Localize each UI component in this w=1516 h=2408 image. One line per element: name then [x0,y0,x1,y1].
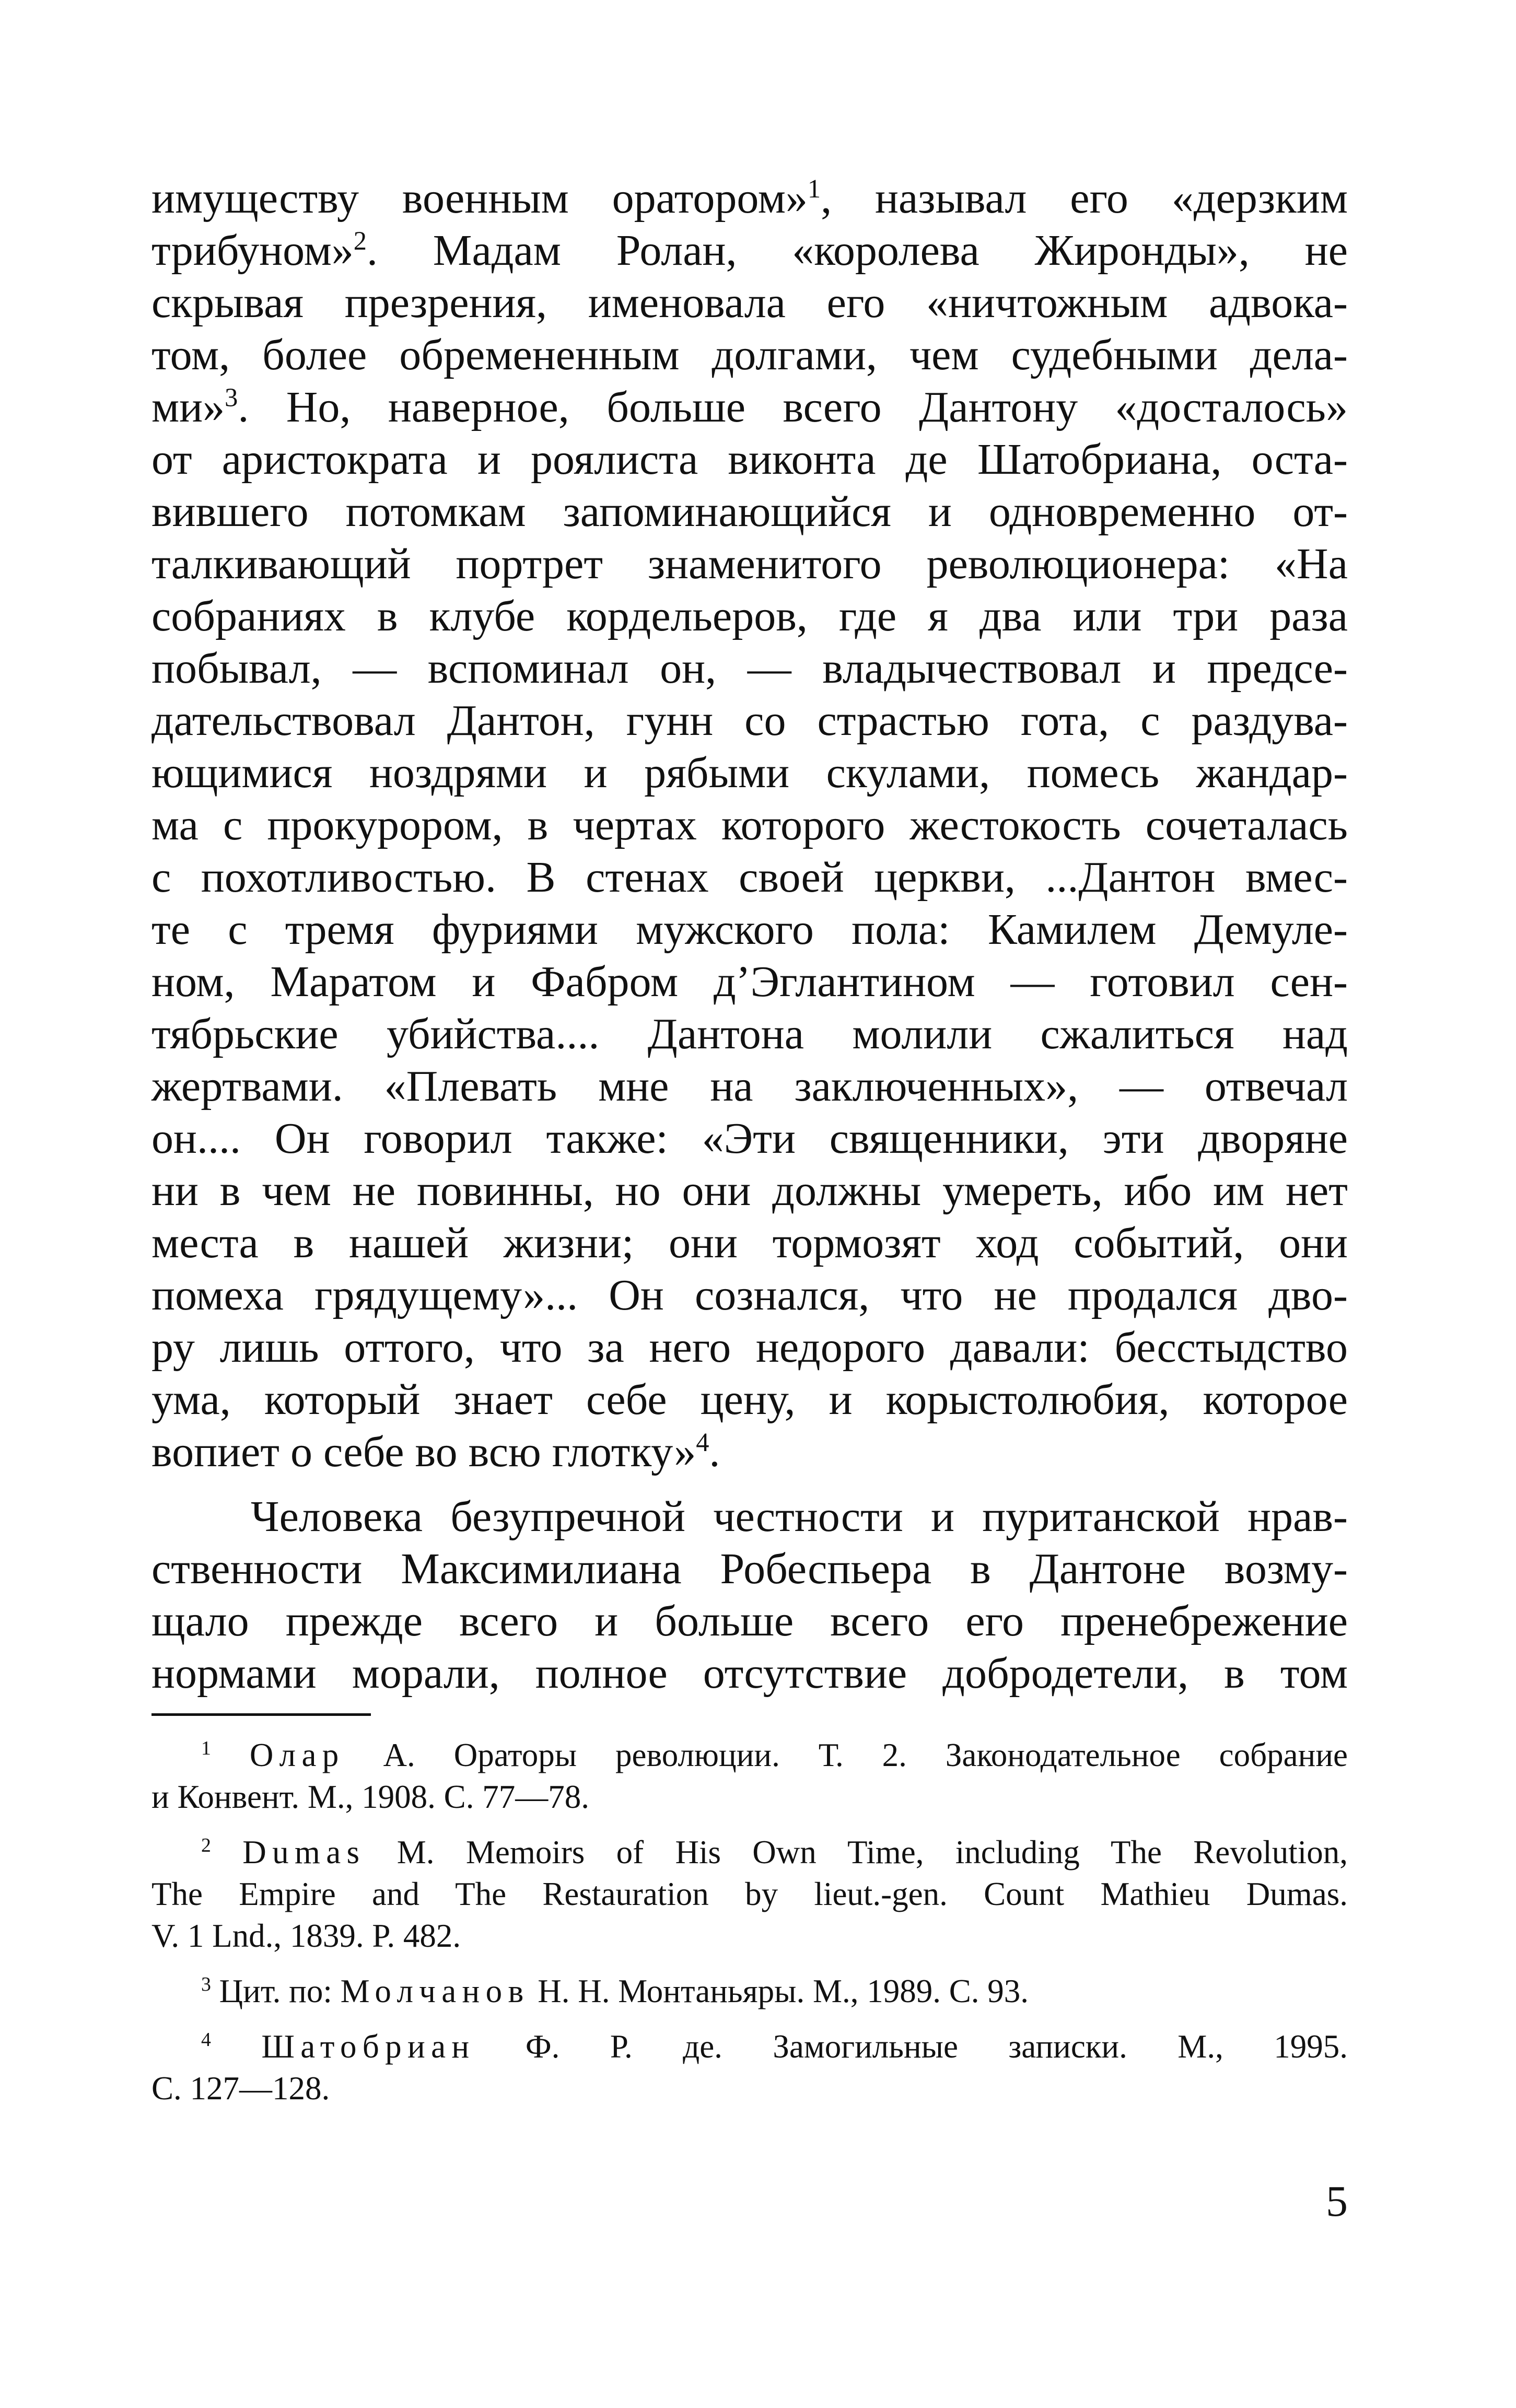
text-line: ми»$^3$. Но, наверное, больше всего Дантону «досталось» [151,383,1348,431]
text-line: вившего потомкам запоминающийся и одновременно от- [151,487,1348,536]
main-text [151,172,1348,1700]
footnote-line: и Конвент. М., 1908. С. 77—78. [151,1779,589,1815]
footnote-gap [151,1818,1348,1831]
text-line: те с тремя фуриями мужского пола: Камилем Демуле- [151,905,1348,954]
paragraph-robespierre [151,1491,1348,1700]
footnote-line: The Empire and The Restauration by lieut.-gen. Count Mathieu Dumas. [151,1876,1348,1912]
footnote-line: $^1$ Олар А. Ораторы революции. Т. 2. Законодательное собрание [201,1737,1348,1773]
footnote-number: 4 [201,2029,211,2051]
footnote-author: Dumas [242,1834,366,1871]
footnote-gap [151,2012,1348,2026]
footnote-line: $^2$ Dumas M. Memoirs of His Own Time, including The Revolution, [201,1834,1348,1871]
text-line: ни в чем не повинны, но они должны умереть, ибо им нет [151,1166,1348,1215]
paragraph-gap [151,1478,1348,1491]
text-line: Человека безупречной честности и пуританской нрав- [251,1492,1348,1541]
text-line: от аристократа и роялиста виконта де Шатобриана, оста- [151,435,1348,484]
footnote-number: 2 [201,1834,211,1856]
footnote-author: Олар [249,1737,345,1773]
footnote-ref-2[interactable]: 2 [353,226,367,255]
footnote-line: С. 127—128. [151,2070,330,2107]
paragraph-danton-portrait [151,172,1348,1478]
footnote-number: 1 [201,1737,211,1759]
text-line: ственности Максимилиана Робеспьера в Дантоне возму- [151,1545,1348,1593]
text-line: дательствовал Дантон, гунн со страстью гота, с раздува- [151,696,1348,745]
footnote-ref-4[interactable]: 4 [696,1428,709,1457]
page-number: 5 [1326,2177,1348,2226]
text-line: том, более обремененным долгами, чем судебными дела- [151,331,1348,379]
text-line: помеха грядущему»... Он сознался, что не продался дво- [151,1271,1348,1319]
footnote-line: V. 1 Lnd., 1839. P. 482. [151,1918,461,1954]
footnotes [151,1734,1348,2109]
footnote-3 [151,1970,1348,2012]
text-line: побывал, — вспоминал он, — владычествовал и предсе- [151,644,1348,693]
text-line: ющимися ноздрями и рябыми скулами, помесь жандар- [151,749,1348,797]
footnote-separator [151,1713,371,1716]
text-line: ном, Маратом и Фабром д’Эглантином — готовил сен- [151,957,1348,1006]
footnote-author: Молчанов [340,1973,530,2009]
footnote-line: $^3$ Цит. по: Молчанов Н. Н. Монтаньяры. М., 1989. С. 93. [201,1973,1029,2009]
footnote-ref-3[interactable]: 3 [225,383,238,412]
footnote-2 [151,1831,1348,1957]
text-line: он.... Он говорил также: «Эти священники, эти дворяне [151,1114,1348,1163]
footnote-number: 3 [201,1973,211,1995]
footnote-ref-1[interactable]: 1 [807,174,821,203]
text-line: жертвами. «Плевать мне на заключенных», — отвечал [151,1062,1348,1111]
footnote-1 [151,1734,1348,1818]
text-line: скрывая презрения, именовала его «ничтожным адвока- [151,278,1348,327]
text-line: собраниях в клубе кордельеров, где я два или три раза [151,592,1348,640]
text-line: места в нашей жизни; они тормозят ход событий, они [151,1219,1348,1267]
text-line: ма с прокурором, в чертах которого жестокость сочеталась [151,801,1348,849]
footnote-4 [151,2026,1348,2109]
text-line: с похотливостью. В стенах своей церкви, ...Дантон вмес- [151,853,1348,902]
footnote-author: Шатобриан [261,2028,475,2065]
footnote-line: $^4$ Шатобриан Ф. Р. де. Замогильные записки. М., 1995. [201,2028,1348,2065]
text-line: ума, который знает себе цену, и корыстолюбия, которое [151,1375,1348,1424]
footnote-gap [151,1957,1348,1970]
text-line: ру лишь оттого, что за него недорого давали: бесстыдство [151,1323,1348,1372]
text-line: тябрьские убийства.... Дантона молили сжалиться над [151,1010,1348,1058]
text-line: трибуном»$^2$. Мадам Ролан, «королева Жиронды», не [151,226,1348,275]
text-line: щало прежде всего и больше всего его пренебрежение [151,1597,1348,1645]
text-line: имуществу военным оратором»$^1$, называл его «дерзким [151,174,1348,223]
text-line: вопиет о себе во всю глотку»$^4$. [151,1428,720,1476]
text-line: талкивающий портрет знаменитого революционера: «На [151,540,1348,588]
text-line: нормами морали, полное отсутствие добродетели, в том [151,1649,1348,1698]
